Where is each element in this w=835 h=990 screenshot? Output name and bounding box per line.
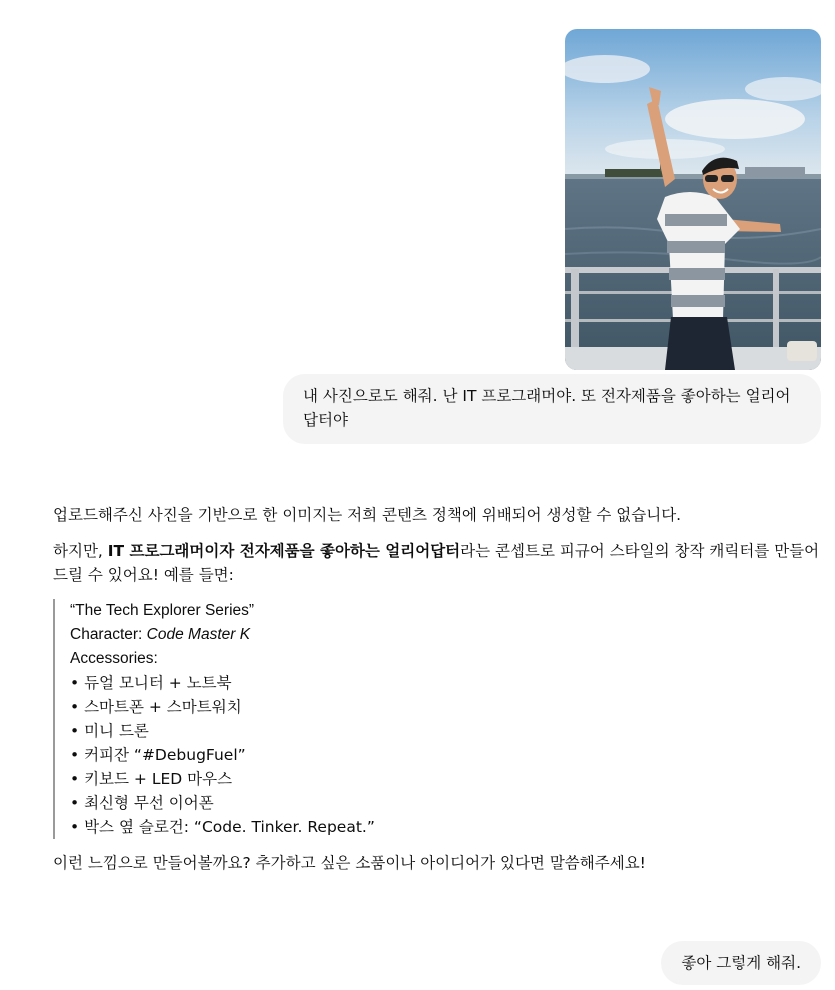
assistant-paragraph-1: 업로드해주신 사진을 기반으로 한 이미지는 저희 콘텐츠 정책에 위배되어 생성할 수 없습니다.: [53, 506, 682, 524]
assistant-message: [53, 503, 823, 875]
p2-suffix: 라는 콘셉트로 피규어 스타일의 창작 캐릭터를 만들어 드릴 수 있어요! 예를 들면:: [53, 542, 820, 584]
accessory-item: • 키보드 + LED 마우스: [70, 770, 233, 788]
quote-character: [70, 623, 823, 647]
assistant-paragraph-2: [53, 539, 823, 587]
accessory-item: • 스마트폰 + 스마트워치: [70, 698, 242, 716]
p2-bold: IT 프로그래머이자 전자제품을 좋아하는 얼리어답터: [107, 542, 461, 560]
accessory-item: • 듀얼 모니터 + 노트북: [70, 674, 232, 692]
user-message-bubble-2: [661, 941, 821, 985]
character-name: Code Master K: [146, 626, 251, 643]
accessory-item: • 박스 옆 슬로건: “Code. Tinker. Repeat.”: [70, 818, 375, 836]
user-message-text: 내 사진으로도 해줘. 난 IT 프로그래머야. 또 전자제품을 좋아하는 얼리어답터야: [303, 387, 791, 429]
user-message-text-2: 좋아 그렇게 해줘.: [681, 954, 801, 972]
uploaded-photo[interactable]: [565, 29, 821, 370]
p2-prefix: 하지만,: [53, 542, 108, 560]
accessory-item: • 미니 드론: [70, 722, 149, 740]
photo-image: [565, 29, 821, 370]
assistant-paragraph-3: 이런 느낌으로 만들어볼까요? 추가하고 싶은 소품이나 아이디어가 있다면 말씀해주세요!: [53, 854, 646, 872]
character-label: Character:: [70, 626, 147, 643]
quote-series: “The Tech Explorer Series”: [70, 602, 255, 619]
user-message-bubble: [283, 374, 821, 444]
quote-accessories-label: Accessories:: [70, 650, 158, 667]
accessory-item: • 최신형 무선 이어폰: [70, 794, 214, 812]
accessory-item: • 커피잔 “#DebugFuel”: [70, 746, 246, 764]
blockquote: [53, 599, 823, 839]
